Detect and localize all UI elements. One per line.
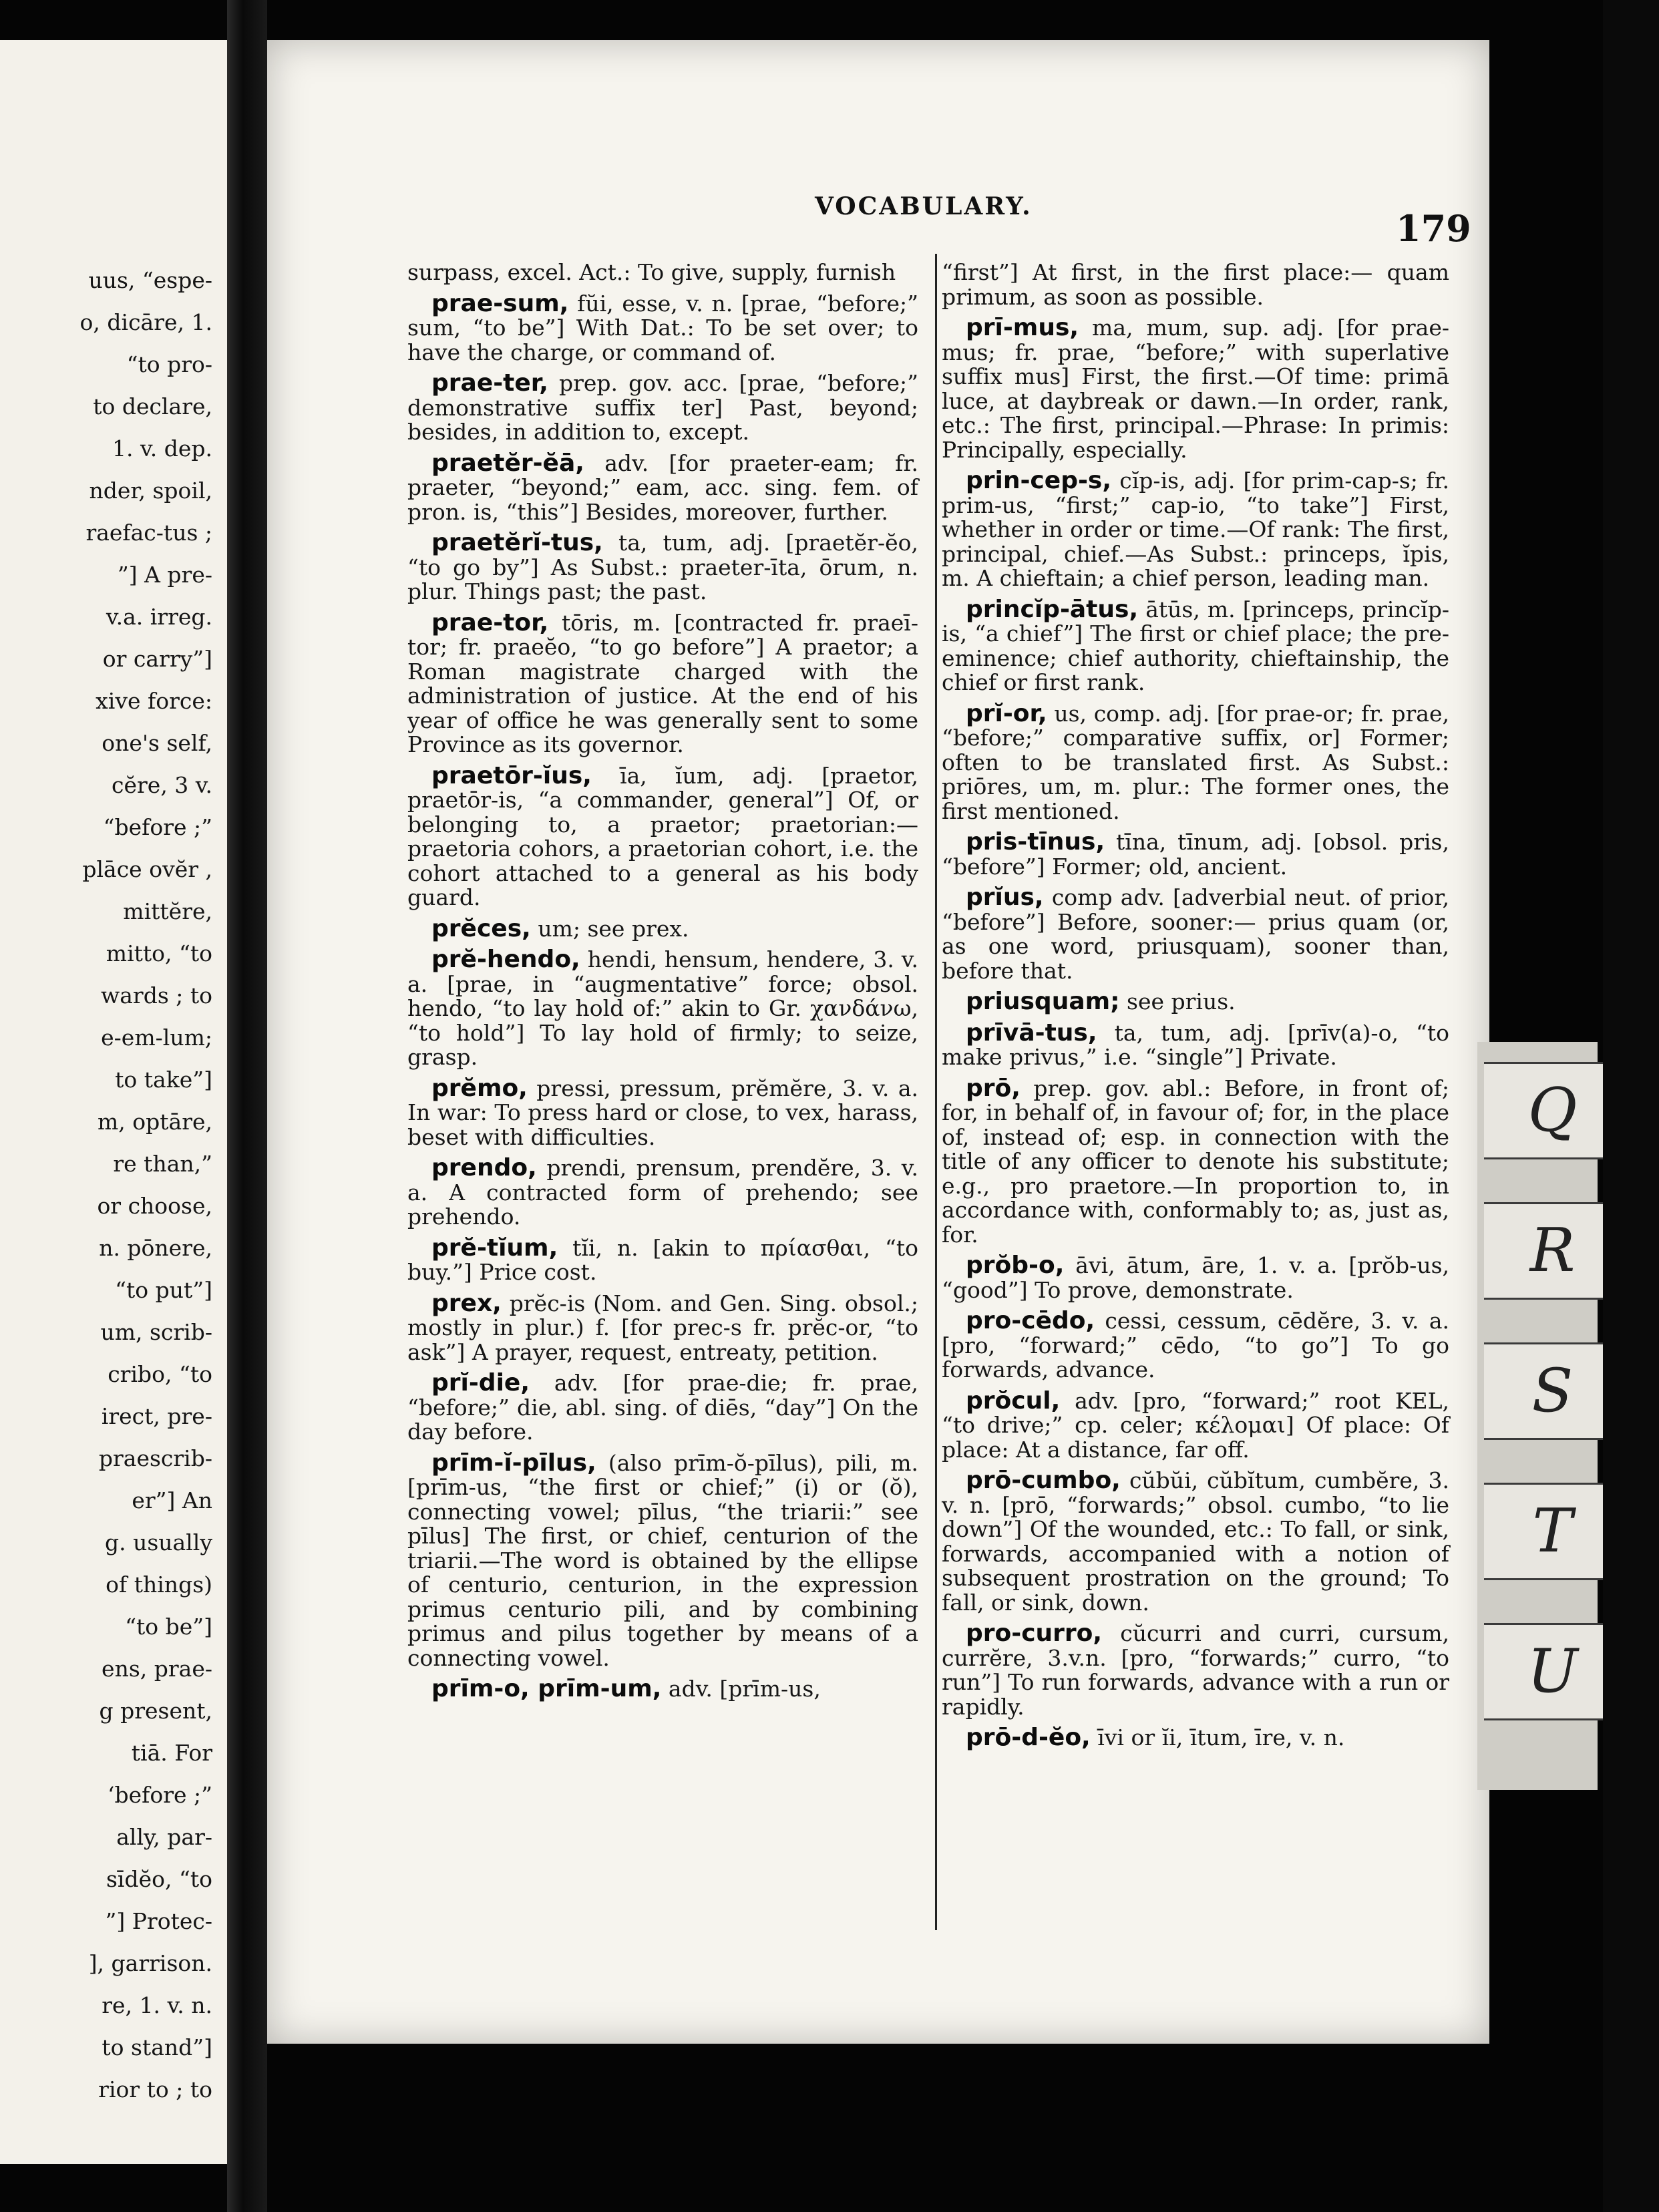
facing-page-line: ‘before ;” xyxy=(107,1782,212,1808)
entry-headword: praetōr-ĭus, xyxy=(431,761,592,789)
dictionary-entry xyxy=(942,595,1449,695)
dictionary-page xyxy=(267,40,1489,2044)
dictionary-entry xyxy=(942,260,1449,309)
entry-headword: prŏcul, xyxy=(966,1387,1061,1415)
entry-definition: cessi, cessum, cēdĕre, 3. v. a. [pro, “forward;” cēdo, “to go”] To go forwards, advance. xyxy=(942,1308,1449,1382)
entry-definition: tīna, tīnum, adj. [obsol. pris, “before”] Former; old, ancient. xyxy=(942,829,1449,880)
facing-page-line: n. pōnere, xyxy=(99,1235,212,1261)
dictionary-entry xyxy=(407,1451,918,1671)
entry-definition: comp adv. [adverbial neut. of prior, “before”] Before, sooner:— prius quam (or, as one word, priusquam), sooner than, before that. xyxy=(942,884,1449,984)
entry-definition: cŭbŭi, cŭbĭtum, cumbĕre, 3. v. n. [prō, “forwards;” obsol. cumbo, “to lie down”] Of the wounded, etc.: To fall, or sink, forwards, accompanied with a notion of subsequent prostration on the ground; To fall, or sink, down. xyxy=(942,1467,1449,1616)
facing-page-line: ], garrison. xyxy=(88,1950,212,1976)
facing-page-line: praescrib- xyxy=(98,1445,212,1471)
entry-headword: prō-d-ĕo, xyxy=(966,1724,1091,1751)
facing-page-line: g present, xyxy=(99,1698,212,1724)
entry-headword: prae-tor, xyxy=(431,608,549,636)
entry-definition: īa, ĭum, adj. [praetor, praetōr-is, “a commander, general”] Of, or belonging to, a praetor; praetorian:— praetoria cohors, a praetorian cohort, i.e. the cohort attached to a general as his body guard. xyxy=(407,762,918,910)
dictionary-entry xyxy=(942,886,1449,983)
facing-page-line: to stand”] xyxy=(102,2034,212,2060)
entry-headword: prae-sum, xyxy=(431,289,569,317)
facing-page-line: cribo, “to xyxy=(108,1361,212,1387)
facing-page-line: um, scrib- xyxy=(100,1319,212,1345)
entry-headword: priusquam; xyxy=(966,988,1120,1015)
facing-page-line: tiā. For xyxy=(131,1740,212,1766)
facing-page-line: to take”] xyxy=(115,1067,212,1093)
entry-definition: adv. [pro, “forward;” root KEL, “to drive;” cp. celer; κέλομαι] Of place: Of place: At a distance, far off. xyxy=(942,1387,1449,1463)
entry-definition: ātūs, m. [princeps, princĭp-is, “a chief”] The first or chief place; the pre-eminence; chief authority, chieftainship, the chief or first rank. xyxy=(942,596,1449,695)
dictionary-entry xyxy=(942,1469,1449,1615)
entry-headword: prō-cumbo, xyxy=(966,1467,1121,1494)
dictionary-entry xyxy=(942,1309,1449,1382)
dictionary-entry xyxy=(407,948,918,1070)
entry-headword: pris-tīnus, xyxy=(966,828,1105,856)
facing-page-line: rior to ; to xyxy=(98,2076,212,2102)
dictionary-entry xyxy=(942,1726,1449,1750)
facing-page-line: re, 1. v. n. xyxy=(102,1992,212,2018)
entry-headword: prin-cep-s, xyxy=(966,467,1112,494)
dictionary-entry xyxy=(407,1677,918,1702)
entry-definition: (also prīm-ŏ-pīlus), pili, m. [prīm-us, “the first or chief;” (i) or (ŏ), connecting vowel; pīlus, “the triarii:” see pīlus] The first, or chief, centurion of the triarii.—The word is obtained by the ellipse of centurio, centurion, in the expression primus centurio pili, and by combining primus and pilus together by means of a connecting vowel. xyxy=(407,1449,918,1671)
facing-page-line: cĕre, 3 v. xyxy=(112,772,212,798)
facing-page-line: sīdĕo, “to xyxy=(106,1866,212,1892)
entry-headword: prĭ-or, xyxy=(966,699,1047,727)
entry-definition: adv. [prīm-us, xyxy=(668,1676,821,1702)
facing-page-line: one's self, xyxy=(102,730,212,756)
entry-headword: prīm-ĭ-pīlus, xyxy=(431,1449,596,1477)
entry-definition: prep. gov. abl.: Before, in front of; for, in behalf of, in favour of; for, in the place of, instead of; esp. in connection with the title of any officer to denote his substitute; e.g., pro praetore.—In proportion to, in accordance with, conformably to; as, just as, for. xyxy=(942,1075,1449,1248)
right-column xyxy=(942,260,1449,1757)
entry-definition: um; see prex. xyxy=(538,915,689,942)
entry-headword: prō, xyxy=(966,1074,1021,1102)
entry-headword: prĕ-tĭum, xyxy=(431,1234,558,1262)
dictionary-entry xyxy=(942,1254,1449,1302)
entry-headword: prae-ter, xyxy=(431,369,548,397)
dictionary-entry xyxy=(407,608,918,757)
dictionary-entry xyxy=(407,914,918,942)
entry-definition: prendi, prensum, prendĕre, 3. v. a. A contracted form of prehendo; see prehendo. xyxy=(407,1155,919,1230)
dictionary-entry xyxy=(407,1156,918,1230)
entry-definition: āvi, ātum, āre, 1. v. a. [prŏb-us, “good”] To prove, demonstrate. xyxy=(942,1252,1450,1303)
entry-definition: prĕc-is (Nom. and Gen. Sing. obsol.; mostly in plur.) f. [for prec-s fr. prĕc-or, “to ask”] A prayer, request, entreaty, petition. xyxy=(407,1290,918,1365)
facing-page-line: “before ;” xyxy=(103,814,212,840)
dictionary-entry xyxy=(407,1371,918,1445)
page-number: 179 xyxy=(1396,207,1471,250)
entry-definition: adv. [for praeter-eam; fr. praeter, “beyond;” eam, acc. sing. fem. of pron. is, “this”] Besides, moreover, further. xyxy=(407,449,918,525)
facing-page-line: raefac-tus ; xyxy=(85,520,212,546)
entry-headword: prĭ-die, xyxy=(431,1369,530,1397)
entry-definition: adv. [for prae-die; fr. prae, “before;” die, abl. sing. of diēs, “day”] On the day before. xyxy=(407,1370,918,1445)
dictionary-entry xyxy=(942,1074,1449,1248)
book-gutter xyxy=(227,0,267,2212)
index-tab-r[interactable]: R xyxy=(1484,1202,1623,1300)
entry-headword: pro-curro, xyxy=(966,1620,1103,1647)
entry-headword: pro-cēdo, xyxy=(966,1307,1095,1334)
dictionary-entry xyxy=(407,531,918,604)
dictionary-entry xyxy=(942,1622,1449,1719)
facing-page-line: re than,” xyxy=(113,1151,212,1177)
dictionary-entry xyxy=(942,699,1449,824)
facing-page-line: of things) xyxy=(106,1572,212,1598)
running-title: VOCABULARY. xyxy=(815,192,1033,220)
dictionary-entry xyxy=(407,260,918,285)
entry-headword: prī-mus, xyxy=(966,314,1079,341)
facing-page-line: g. usually xyxy=(105,1529,212,1555)
entry-definition: ta, tum, adj. [praetĕr-ĕo, “to go by”] As Subst.: praeter-īta, ōrum, n. plur. Things past; the past. xyxy=(407,530,918,604)
entry-headword: praetĕrĭ-tus, xyxy=(431,529,603,556)
entry-headword: prex, xyxy=(431,1289,502,1317)
facing-page-line: nder, spoil, xyxy=(89,478,212,504)
facing-page-line: wards ; to xyxy=(101,982,212,1008)
entry-headword: prĕces, xyxy=(431,914,531,942)
dictionary-entry xyxy=(942,1389,1449,1463)
dictionary-entry xyxy=(942,990,1449,1015)
index-tab-t[interactable]: T xyxy=(1484,1483,1623,1580)
entry-definition: tōris, m. [contracted fr. praeī-tor; fr. praeĕo, “to go before”] A praetor; a Roman magistrate charged with the administration of justice. At the end of his year of office he was generally sent to some Province as its governor. xyxy=(407,609,918,757)
facing-page-line: to declare, xyxy=(93,393,212,419)
entry-definition: prep. gov. acc. [prae, “before;” demonstrative suffix ter] Past, beyond; besides, in addition to, except. xyxy=(407,370,918,445)
facing-page-line: uus, “espe- xyxy=(88,267,212,293)
index-tab-q[interactable]: Q xyxy=(1484,1062,1623,1159)
facing-page-fragment xyxy=(0,40,227,2164)
entry-headword: prĕmo, xyxy=(431,1074,528,1102)
entry-definition: tĭi, n. [akin to πρίασθαι, “to buy.”] Price cost. xyxy=(407,1234,918,1285)
facing-page-line: xive force: xyxy=(96,688,212,714)
dictionary-entry xyxy=(407,1236,918,1285)
entry-headword: prĕ-hendo, xyxy=(431,946,580,973)
dictionary-entry xyxy=(942,469,1449,591)
facing-page-line: “to pro- xyxy=(126,351,212,377)
entry-definition: see prius. xyxy=(1127,988,1236,1015)
entry-headword: prĭus, xyxy=(966,884,1044,911)
dictionary-entry xyxy=(942,316,1449,462)
facing-page-line: ally, par- xyxy=(116,1824,212,1850)
dictionary-entry xyxy=(407,289,918,365)
entry-definition: pressi, pressum, prĕmĕre, 3. v. a. In war: To press hard or close, to vex, harass, beset with difficulties. xyxy=(407,1075,918,1150)
entry-headword: princĭp-ātus, xyxy=(966,595,1139,623)
facing-page-line: 1. v. dep. xyxy=(112,435,212,462)
left-column xyxy=(407,260,918,1708)
facing-page-line: v.a. irreg. xyxy=(106,604,212,630)
dictionary-entry xyxy=(942,1021,1449,1070)
facing-page-line: ”] Protec- xyxy=(105,1908,212,1934)
entry-headword: prīm-o, prīm-um, xyxy=(431,1675,662,1702)
index-tab-u[interactable]: U xyxy=(1484,1623,1623,1720)
entry-headword: prīvā-tus, xyxy=(966,1019,1097,1047)
facing-page-line: or choose, xyxy=(97,1193,212,1219)
entry-headword: praetĕr-ĕā, xyxy=(431,449,584,477)
dictionary-entry xyxy=(407,1289,918,1365)
facing-page-line: er”] An xyxy=(132,1487,212,1513)
facing-page-line: e-em-lum; xyxy=(101,1025,212,1051)
entry-definition: “first”] At first, in the first place:— quam primum, as soon as possible. xyxy=(942,259,1449,310)
facing-page-line: irect, pre- xyxy=(101,1403,212,1429)
entry-definition: fŭi, esse, v. n. [prae, “before;” sum, “to be”] With Dat.: To be set over; to have the charge, or command of. xyxy=(407,290,918,365)
entry-definition: cŭcurri and curri, cursum, currĕre, 3.v.n. [pro, “forwards;” curro, “to run”] To run forwards, advance with a run or rapidly. xyxy=(942,1620,1449,1720)
facing-page-line: mitto, “to xyxy=(106,940,212,966)
page-edge-shadow xyxy=(1603,0,1659,2212)
entry-definition: ta, tum, adj. [prīv(a)-o, “to make privus,” i.e. “single”] Private. xyxy=(942,1019,1449,1070)
entry-definition: hendi, hensum, hendere, 3. v. a. [prae, in “augmentative” force; obsol. hendo, “to lay hold of:” akin to Gr. χανδάνω, “to hold”] To lay hold of firmly; to seize, grasp. xyxy=(407,946,919,1070)
dictionary-entry xyxy=(407,451,918,525)
dictionary-entry xyxy=(407,1074,918,1150)
dictionary-entry xyxy=(942,830,1449,879)
entry-definition: īvi or ĭi, ītum, īre, v. n. xyxy=(1097,1724,1345,1750)
facing-page-line: o, dicāre, 1. xyxy=(79,309,212,335)
entry-definition: ma, mum, sup. adj. [for prae-mus; fr. prae, “before;” with superlative suffix mus] First, the first.—Of time: primā luce, at daybreak or dawn.—In order, rank, etc.: The first, principal.—Phrase: In primis: Principally, especially. xyxy=(942,315,1449,463)
column-divider xyxy=(935,254,937,1930)
entry-definition: cĭp-is, adj. [for prim-cap-s; fr. prim-us, “first;” cap-io, “to take”] First, whether in order or time.—Of rank: The first, principal, chief.—As Subst.: princeps, ĭpis, m. A chieftain; a chief person, leading man. xyxy=(942,468,1449,591)
facing-page-line: ”] A pre- xyxy=(117,562,212,588)
dictionary-entry xyxy=(407,761,918,910)
facing-page-line: mittĕre, xyxy=(123,898,212,924)
dictionary-entry xyxy=(407,371,918,445)
entry-headword: prendo, xyxy=(431,1154,537,1181)
entry-headword: prŏb-o, xyxy=(966,1252,1065,1279)
facing-page-line: m, optāre, xyxy=(98,1109,212,1135)
facing-page-line: plāce ovĕr , xyxy=(82,856,212,882)
entry-definition: us, comp. adj. [for prae-or; fr. prae, “before;” comparative suffix, or] Former; often to be translated first. As Subst.: priōres, um, m. plur.: The former ones, the first mentioned. xyxy=(942,700,1449,824)
facing-page-line: “to put”] xyxy=(115,1277,212,1303)
facing-page-line: or carry”] xyxy=(102,646,212,672)
facing-page-line: ens, prae- xyxy=(102,1656,212,1682)
facing-page-line: “to be”] xyxy=(125,1614,212,1640)
index-tab-s[interactable]: S xyxy=(1484,1342,1623,1440)
entry-definition: surpass, excel. Act.: To give, supply, furnish xyxy=(407,259,896,285)
